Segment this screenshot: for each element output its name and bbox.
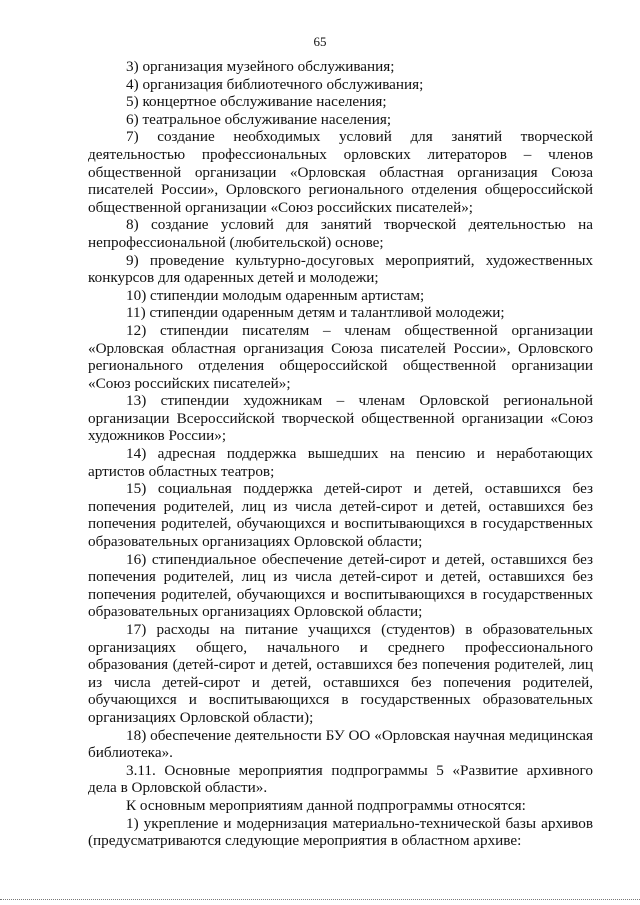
paragraph: 6) театральное обслуживание населения; [126,110,392,128]
paragraph: 7) создание необходимых условий для занятий творческой деятельностью профессиональных орловских литераторов – членов общественной организации «Орловская областная организация Союза писателей России», Орловского регионального отделения общероссийской общественной организации «Союз российских писателей»; [88,128,593,216]
paragraph: 17) расходы на питание учащихся (студентов) в образовательных организациях общего, начального и среднего профессионального образования (детей-сирот и детей, оставшихся без попечения родителей, лиц из числа детей-сирот и детей, оставшихся без попечения родителей, обучающихся и воспитывающихся в государственных образовательных организациях Орловской области); [88,621,593,726]
paragraph: 3) организация музейного обслуживания; [126,58,395,75]
page-number: 65 [313,34,327,49]
paragraph: 12) стипендии писателям – членам общественной организации «Орловская областная организация Союза писателей России», Орловского регионального отделения общероссийской общественной организации «Союз российских писателей»; [88,321,593,392]
paragraph: 8) создание условий для занятий творческой деятельностью на непрофессиональной (любительской) основе; [88,216,593,251]
paragraph: 5) концертное обслуживание населения; [126,93,387,111]
paragraph: 10) стипендии молодым одаренным артистам; [126,286,425,304]
paragraph: 11) стипендии одаренным детям и талантливой молодежи; [126,304,505,322]
paragraph: 1) укрепление и модернизация материально-технической базы архивов (предусматриваются следующие мероприятия в областном архиве: [88,814,593,850]
paragraph: 9) проведение культурно-досуговых мероприятий, художественных конкурсов для одаренных детей и молодежи; [88,251,593,287]
footer-divider [0,899,640,901]
paragraph: 16) стипендиальное обеспечение детей-сирот и детей, оставшихся без попечения родителей, лиц из числа детей-сирот и детей, оставшихся без попечения родителей, обучающихся и воспитывающихся в государственных образовательных организациях Орловской области; [88,550,593,621]
paragraph: 15) социальная поддержка детей-сирот и детей, оставшихся без попечения родителей, лиц из числа детей-сирот и детей, оставшихся без попечения родителей, обучающихся и воспитывающихся в государственных образовательных организациях Орловской области; [88,480,593,551]
paragraph: 18) обеспечение деятельности БУ ОО «Орловская научная медицинская библиотека». [88,726,593,762]
document-body [88,58,593,850]
section-heading-paragraph: 3.11. Основные мероприятия подпрограммы 5 «Развитие архивного дела в Орловской области». [88,761,593,797]
paragraph: 13) стипендии художникам – членам Орловской региональной организации Всероссийской творческой общественной организации «Союз художников России»; [88,392,593,445]
paragraph: 14) адресная поддержка вышедших на пенсию и неработающих артистов областных театров; [88,445,593,480]
paragraph: 4) организация библиотечного обслуживания; [126,75,424,93]
paragraph: К основным мероприятиям данной подпрограммы относятся: [126,796,526,814]
